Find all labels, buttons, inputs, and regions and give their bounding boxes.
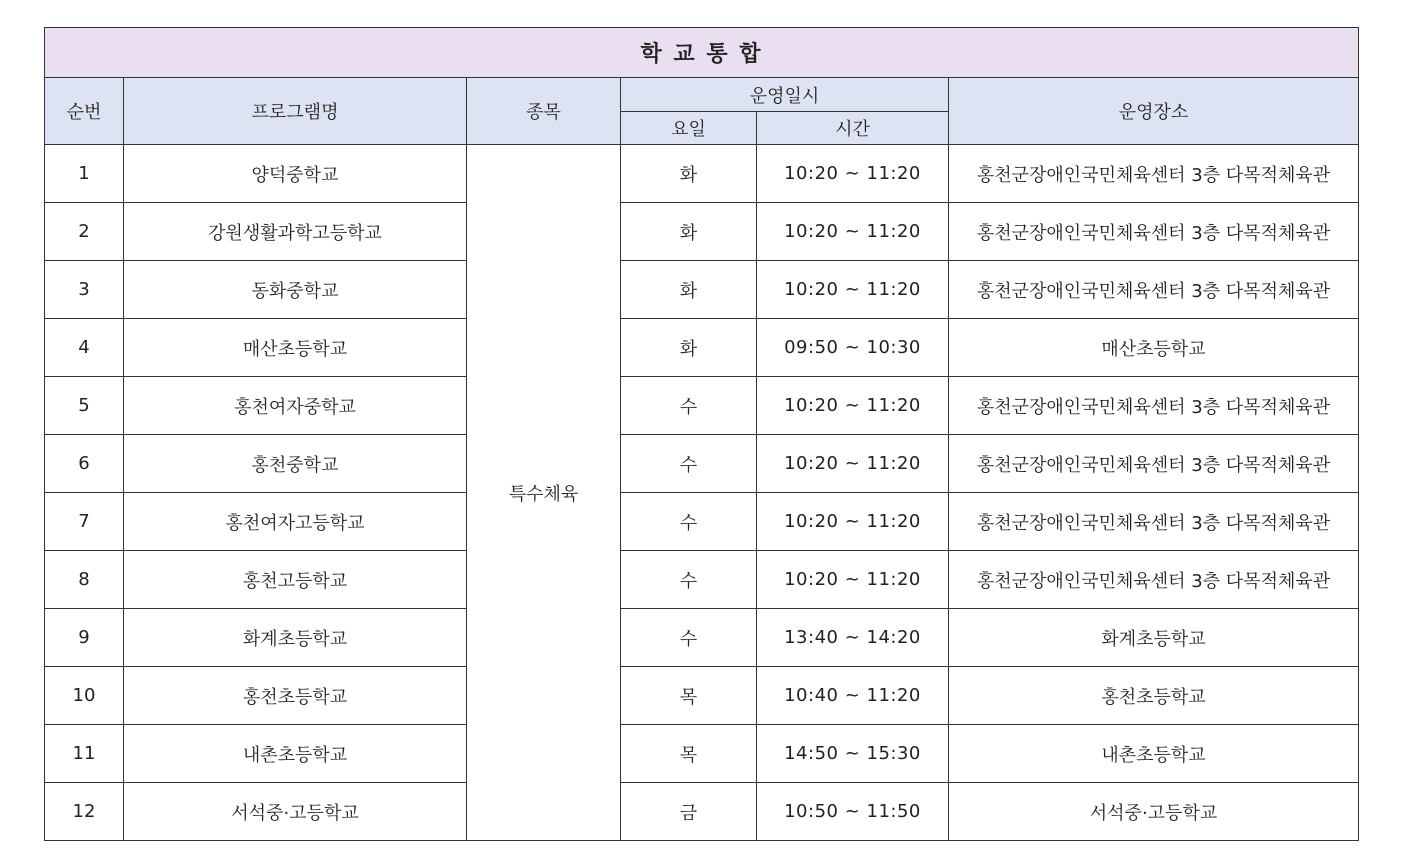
row-time: 10:50 ~ 11:50 <box>757 783 949 841</box>
row-day: 목 <box>621 725 757 783</box>
table-row <box>45 667 1359 725</box>
header-schedule: 운영일시 <box>621 78 949 112</box>
row-day: 수 <box>621 435 757 493</box>
row-seq: 11 <box>45 725 124 783</box>
row-time: 10:20 ~ 11:20 <box>757 261 949 319</box>
row-program: 화계초등학교 <box>124 609 467 667</box>
row-time: 10:20 ~ 11:20 <box>757 493 949 551</box>
table-row <box>45 261 1359 319</box>
header-day: 요일 <box>621 112 757 145</box>
row-seq: 6 <box>45 435 124 493</box>
row-seq: 4 <box>45 319 124 377</box>
header-seq: 순번 <box>45 78 124 145</box>
row-time: 10:40 ~ 11:20 <box>757 667 949 725</box>
row-time: 10:20 ~ 11:20 <box>757 435 949 493</box>
row-location: 홍천군장애인국민체육센터 3층 다목적체육관 <box>949 145 1359 203</box>
row-seq: 7 <box>45 493 124 551</box>
table-row <box>45 319 1359 377</box>
row-location: 홍천군장애인국민체육센터 3층 다목적체육관 <box>949 551 1359 609</box>
row-day: 수 <box>621 493 757 551</box>
table-title: 학 교 통 합 <box>45 28 1359 78</box>
row-time: 10:20 ~ 11:20 <box>757 203 949 261</box>
table-row <box>45 551 1359 609</box>
row-program: 홍천여자중학교 <box>124 377 467 435</box>
row-day: 화 <box>621 203 757 261</box>
row-program: 동화중학교 <box>124 261 467 319</box>
row-location: 홍천군장애인국민체육센터 3층 다목적체육관 <box>949 435 1359 493</box>
row-seq: 5 <box>45 377 124 435</box>
row-time: 13:40 ~ 14:20 <box>757 609 949 667</box>
row-program: 홍천고등학교 <box>124 551 467 609</box>
row-day: 금 <box>621 783 757 841</box>
row-location: 매산초등학교 <box>949 319 1359 377</box>
row-time: 14:50 ~ 15:30 <box>757 725 949 783</box>
row-location: 홍천군장애인국민체육센터 3층 다목적체육관 <box>949 493 1359 551</box>
header-program: 프로그램명 <box>124 78 467 145</box>
row-program: 서석중·고등학교 <box>124 783 467 841</box>
row-program: 홍천여자고등학교 <box>124 493 467 551</box>
row-day: 화 <box>621 145 757 203</box>
sport-cell: 특수체육 <box>467 145 621 841</box>
table-row <box>45 203 1359 261</box>
row-time: 10:20 ~ 11:20 <box>757 551 949 609</box>
row-program: 홍천중학교 <box>124 435 467 493</box>
schedule-table <box>44 27 1359 841</box>
table-row <box>45 725 1359 783</box>
header-location: 운영장소 <box>949 78 1359 145</box>
row-day: 목 <box>621 667 757 725</box>
table-row <box>45 609 1359 667</box>
row-day: 수 <box>621 377 757 435</box>
row-location: 홍천군장애인국민체육센터 3층 다목적체육관 <box>949 377 1359 435</box>
row-seq: 10 <box>45 667 124 725</box>
row-seq: 1 <box>45 145 124 203</box>
row-location: 홍천초등학교 <box>949 667 1359 725</box>
row-day: 화 <box>621 261 757 319</box>
header-time: 시간 <box>757 112 949 145</box>
table-row <box>45 145 1359 203</box>
table-row <box>45 783 1359 841</box>
row-seq: 9 <box>45 609 124 667</box>
row-seq: 12 <box>45 783 124 841</box>
row-program: 홍천초등학교 <box>124 667 467 725</box>
row-location: 홍천군장애인국민체육센터 3층 다목적체육관 <box>949 261 1359 319</box>
row-day: 화 <box>621 319 757 377</box>
row-seq: 2 <box>45 203 124 261</box>
row-seq: 8 <box>45 551 124 609</box>
row-program: 양덕중학교 <box>124 145 467 203</box>
row-program: 강원생활과학고등학교 <box>124 203 467 261</box>
row-location: 화계초등학교 <box>949 609 1359 667</box>
row-location: 서석중·고등학교 <box>949 783 1359 841</box>
row-day: 수 <box>621 551 757 609</box>
table-body <box>45 145 1359 841</box>
table-row <box>45 377 1359 435</box>
table-row <box>45 493 1359 551</box>
header-sport: 종목 <box>467 78 621 145</box>
row-time: 10:20 ~ 11:20 <box>757 145 949 203</box>
row-program: 내촌초등학교 <box>124 725 467 783</box>
row-location: 내촌초등학교 <box>949 725 1359 783</box>
row-time: 10:20 ~ 11:20 <box>757 377 949 435</box>
row-time: 09:50 ~ 10:30 <box>757 319 949 377</box>
row-location: 홍천군장애인국민체육센터 3층 다목적체육관 <box>949 203 1359 261</box>
row-day: 수 <box>621 609 757 667</box>
table-row <box>45 435 1359 493</box>
row-seq: 3 <box>45 261 124 319</box>
row-program: 매산초등학교 <box>124 319 467 377</box>
